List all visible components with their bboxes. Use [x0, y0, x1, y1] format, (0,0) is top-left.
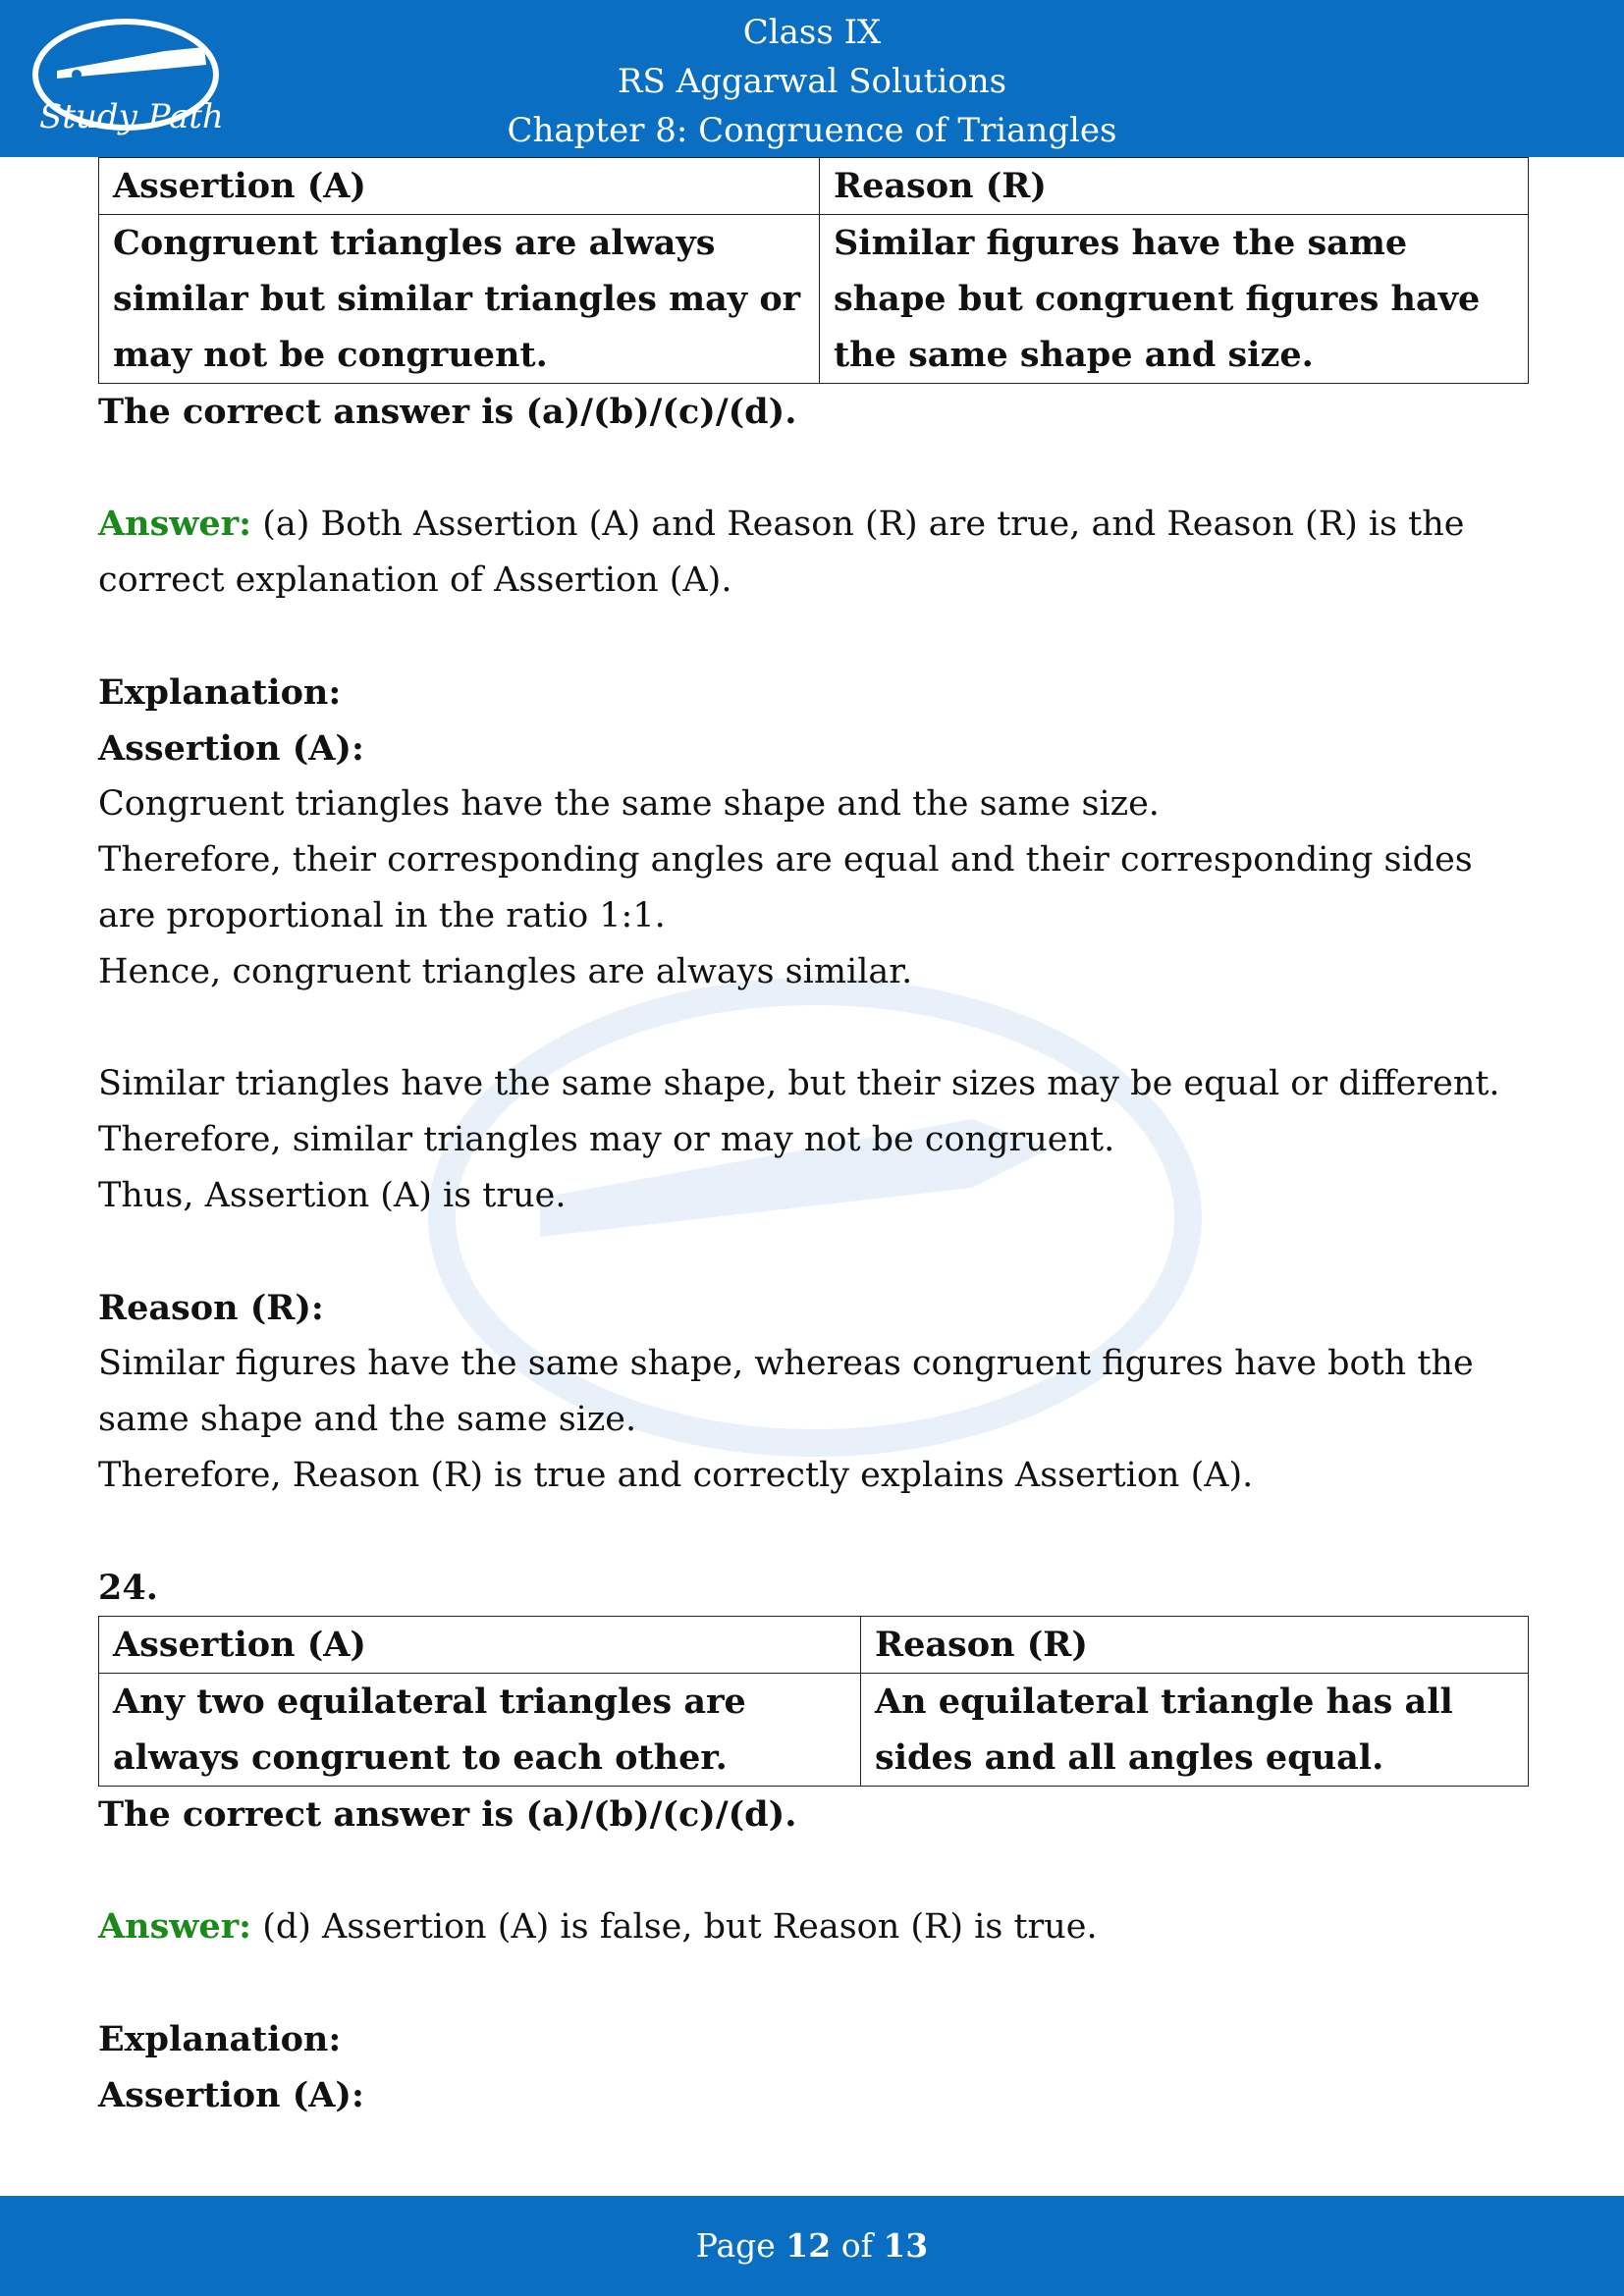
page-word: Page: [695, 2226, 776, 2265]
table-head-reason: Reason (R): [861, 1617, 1529, 1674]
header-book: RS Aggarwal Solutions: [617, 62, 1007, 101]
table-cell-assertion: Any two equilateral triangles are always congruent to each other.: [99, 1674, 861, 1787]
assertion-reason-table-24: [98, 1616, 1529, 1787]
explanation-line: Similar figures have the same shape, whereas congruent figures have both the same shape and the same size.: [98, 1344, 1474, 1439]
header-chapter: Chapter 8: Congruence of Triangles: [507, 111, 1117, 150]
explanation-line: Hence, congruent triangles are always similar.: [98, 952, 913, 991]
study-path-logo-icon: [18, 12, 224, 141]
table-head-assertion: Assertion (A): [99, 158, 820, 215]
page-total: 13: [883, 2226, 929, 2265]
answer-text: (d) Assertion (A) is false, but Reason (R) is true.: [262, 1907, 1098, 1947]
logo-text: Study Path: [39, 97, 224, 136]
explanation-label: Explanation:: [98, 2019, 342, 2059]
answer-label: Answer:: [98, 504, 252, 544]
question-number: 24.: [98, 1568, 158, 1608]
table-cell-assertion: Congruent triangles are always similar but similar triangles may or may not be congruent.: [99, 215, 820, 384]
assertion-reason-table-23: [98, 157, 1529, 384]
explanation-line: Congruent triangles have the same shape and the same size.: [98, 784, 1160, 824]
table-cell-reason: An equilateral triangle has all sides and all angles equal.: [861, 1674, 1529, 1787]
page-current: 12: [785, 2226, 832, 2265]
page-header: [0, 0, 1624, 157]
correct-answer-prompt: The correct answer is (a)/(b)/(c)/(d).: [98, 392, 797, 432]
answer-label: Answer:: [98, 1906, 252, 1947]
explanation-line: Thus, Assertion (A) is true.: [98, 1176, 567, 1215]
table-cell-reason: Similar figures have the same shape but congruent figures have the same shape and size.: [820, 215, 1529, 384]
explanation-line: Similar triangles have the same shape, but their sizes may be equal or different.: [98, 1064, 1500, 1103]
reason-label: Reason (R):: [98, 1288, 324, 1328]
explanation-line: Therefore, their corresponding angles are equal and their corresponding sides are proportional in the ratio 1:1.: [98, 840, 1473, 935]
assertion-label: Assertion (A):: [98, 2075, 364, 2115]
answer-paragraph: [98, 496, 1528, 609]
answer-text: (a) Both Assertion (A) and Reason (R) are true, and Reason (R) is the correct explanation of Assertion (A).: [98, 505, 1465, 600]
table-head-reason: Reason (R): [820, 158, 1529, 215]
answer-paragraph: [98, 1898, 1528, 1955]
table-head-assertion: Assertion (A): [99, 1617, 861, 1674]
correct-answer-prompt: The correct answer is (a)/(b)/(c)/(d).: [98, 1794, 797, 1835]
explanation-line: Therefore, similar triangles may or may not be congruent.: [98, 1120, 1115, 1159]
of-word: of: [840, 2226, 873, 2265]
page-footer: [0, 2196, 1624, 2296]
page-content: [98, 157, 1528, 2123]
assertion-label: Assertion (A):: [98, 728, 364, 769]
explanation-line: Therefore, Reason (R) is true and correctly explains Assertion (A).: [98, 1456, 1254, 1495]
explanation-label: Explanation:: [98, 672, 342, 713]
header-class: Class IX: [742, 13, 882, 52]
